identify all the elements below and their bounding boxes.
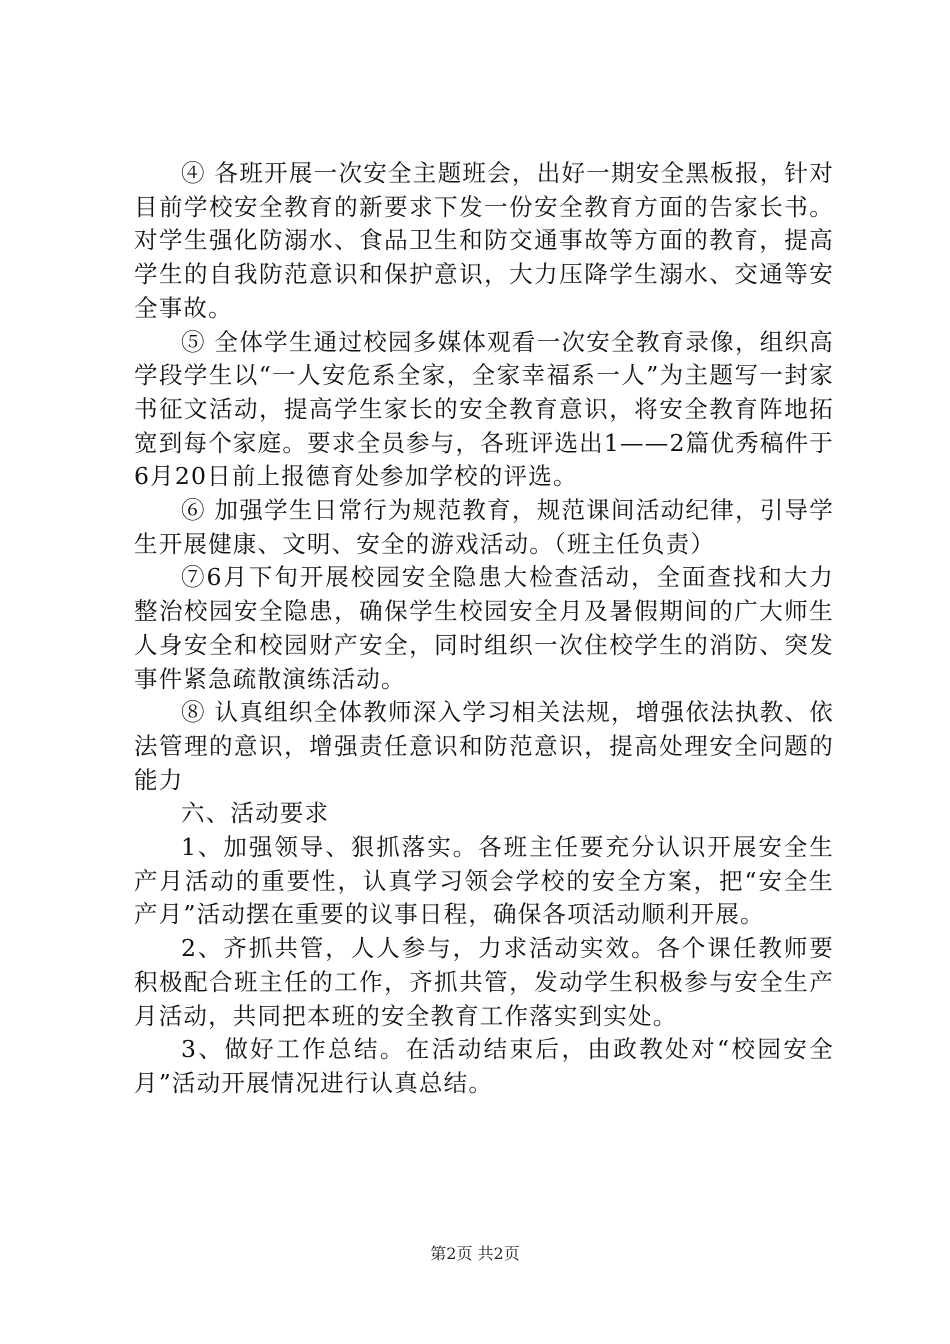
- paragraph-item-4: ④ 各班开展一次安全主题班会，出好一期安全黑板报，针对目前学校安全教育的新要求下发一份安全教育方面的告家长书。对学生强化防溺水、食品卫生和防交通事故等方面的教育，提高学生的自我防范意识和保护意识，大力压降学生溺水、交通等安全事故。: [134, 159, 834, 322]
- requirement-3: 3、做好工作总结。在活动结束后，由政教处对“校园安全月”活动开展情况进行认真总结。: [134, 1035, 834, 1097]
- requirement-2: 2、齐抓共管，人人参与，力求活动实效。各个课任教师要积极配合班主任的工作，齐抓共管，发动学生积极参与安全生产月活动，共同把本班的安全教育工作落实到实处。: [134, 934, 834, 1030]
- requirement-1: 1、加强领导、狠抓落实。各班主任要充分认识开展安全生产月活动的重要性，认真学习领会学校的安全方案，把“安全生产月”活动摆在重要的议事日程，确保各项活动顺利开展。: [134, 833, 834, 929]
- paragraph-item-5: ⑤ 全体学生通过校园多媒体观看一次安全教育录像，组织高学段学生以“一人安危系全家，全家幸福系一人”为主题写一封家书征文活动，提高学生家长的安全教育意识，将安全教育阵地拓宽到每个家庭。要求全员参与，各班评选出1——2篇优秀稿件于6月20日前上报德育处参加学校的评选。: [134, 327, 834, 491]
- paragraph-item-8: ⑧ 认真组织全体教师深入学习相关法规，增强依法执教、依法管理的意识，增强责任意识和防范意识，提高处理安全问题的能力: [134, 698, 834, 794]
- paragraph-item-6: ⑥ 加强学生日常行为规范教育，规范课间活动纪律，引导学生开展健康、文明、安全的游戏活动。（班主任负责）: [134, 496, 834, 558]
- page-number-footer: 第2页 共2页: [430, 1244, 520, 1263]
- section-heading: 六、活动要求: [181, 799, 330, 828]
- paragraph-item-7: ⑦6月下旬开展校园安全隐患大检查活动，全面查找和大力整治校园安全隐患，确保学生校园安全月及暑假期间的广大师生人身安全和校园财产安全，同时组织一次住校学生的消防、突发事件紧急疏散演练活动。: [134, 563, 834, 693]
- document-body: [134, 157, 834, 1101]
